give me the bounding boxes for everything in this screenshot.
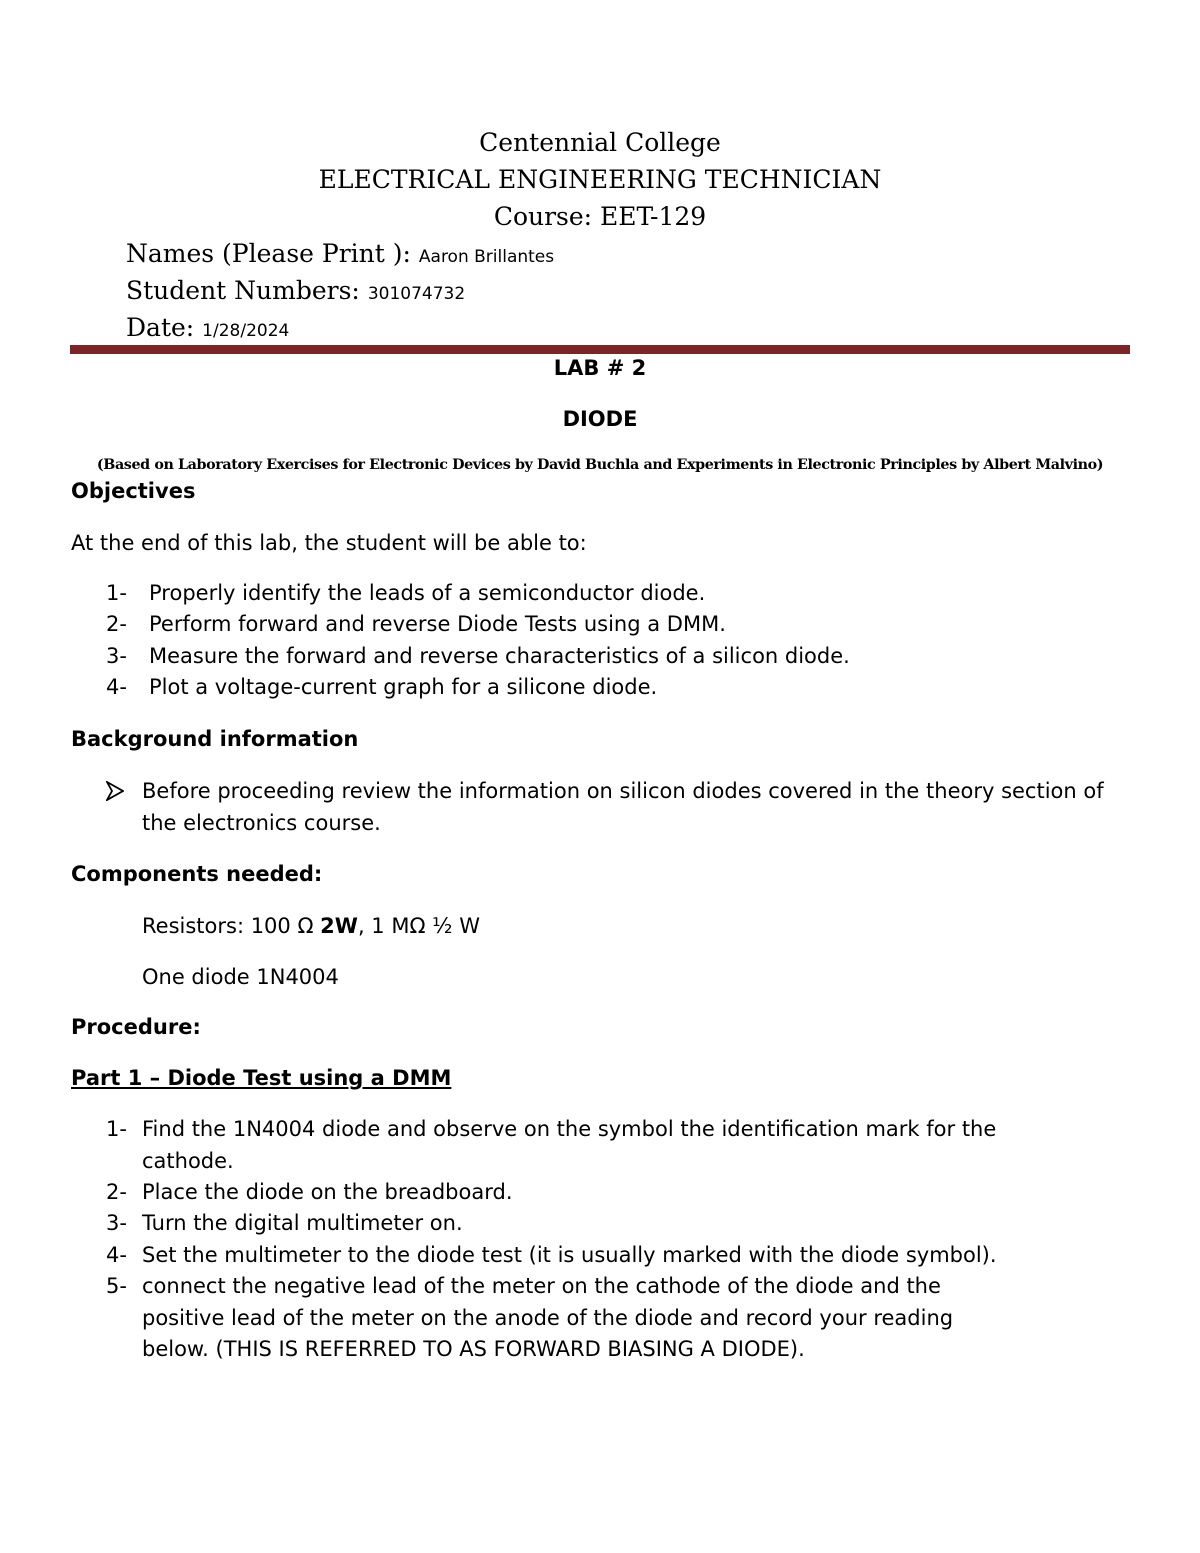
arrow-bullet-icon xyxy=(106,781,124,801)
list-item-text: connect the negative lead of the meter on the cathode of the diode and the xyxy=(142,1274,941,1298)
list-item-text: Perform forward and reverse Diode Tests using a DMM. xyxy=(149,612,726,636)
list-item-text: Properly identify the leads of a semiconductor diode. xyxy=(149,581,706,605)
list-item-text: Find the 1N4004 diode and observe on the symbol the identification mark for the xyxy=(142,1117,997,1141)
student-numbers-value: 301074732 xyxy=(367,284,466,304)
student-numbers-field xyxy=(126,276,465,309)
resistors-line xyxy=(142,913,480,939)
list-item-text: Turn the digital multimeter on. xyxy=(142,1211,463,1235)
list-item-number: 3- xyxy=(106,1211,127,1235)
objectives-intro: At the end of this lab, the student will be able to: xyxy=(71,531,587,555)
list-item-number: 3- xyxy=(106,644,127,668)
course-code: Course: EET-129 xyxy=(493,202,707,231)
list-item-text: Plot a voltage-current graph for a silicone diode. xyxy=(149,675,658,699)
header-divider xyxy=(70,345,1130,354)
student-numbers-label: Student Numbers: xyxy=(126,276,360,305)
date-value: 1/28/2024 xyxy=(202,321,290,341)
list-item-number: 5- xyxy=(106,1274,127,1298)
list-item-text-continued: below. (THIS IS REFERRED TO AS FORWARD BIASING A DIODE). xyxy=(142,1337,805,1361)
diode-line: One diode 1N4004 xyxy=(142,965,339,989)
resistors-suffix: , 1 MΩ ½ W xyxy=(357,914,480,938)
lab-number: LAB # 2 xyxy=(553,356,647,380)
source-citation: (Based on Laboratory Exercises for Electronic Devices by David Buchla and Experiments in Electronic Principles by Albert Malvino) xyxy=(96,457,1104,473)
background-bullet-text: Before proceeding review the information on silicon diodes covered in the theory section of the electronics course. xyxy=(142,779,1104,835)
background-heading: Background information xyxy=(71,727,359,751)
list-item-text-continued: cathode. xyxy=(142,1148,234,1173)
procedure-heading: Procedure: xyxy=(71,1015,201,1039)
list-item-number: 4- xyxy=(106,675,127,699)
names-label: Names (Please Print ): xyxy=(126,239,411,268)
list-item-text: Measure the forward and reverse characteristics of a silicon diode. xyxy=(149,644,850,668)
program-name: ELECTRICAL ENGINEERING TECHNICIAN xyxy=(318,165,882,194)
list-item-number: 2- xyxy=(106,612,127,636)
list-item-number: 4- xyxy=(106,1243,127,1267)
names-field xyxy=(126,239,554,272)
list-item-number: 1- xyxy=(106,581,127,605)
list-item-number: 2- xyxy=(106,1180,127,1204)
date-label: Date: xyxy=(126,313,195,342)
list-item-text: Set the multimeter to the diode test (it is usually marked with the diode symbol). xyxy=(142,1243,997,1267)
lab-title: DIODE xyxy=(562,407,638,431)
list-item-text-continued: positive lead of the meter on the anode of the diode and record your reading xyxy=(142,1305,954,1330)
objectives-heading: Objectives xyxy=(71,479,196,503)
resistors-prefix: Resistors: 100 Ω xyxy=(142,914,321,938)
part1-heading: Part 1 – Diode Test using a DMM xyxy=(71,1066,452,1090)
names-value: Aaron Brillantes xyxy=(418,247,555,267)
date-field xyxy=(126,313,289,346)
components-heading: Components needed: xyxy=(71,862,323,886)
list-item-text: Place the diode on the breadboard. xyxy=(142,1180,513,1204)
institution-name: Centennial College xyxy=(479,128,721,157)
list-item-number: 1- xyxy=(106,1117,127,1141)
resistors-bold: 2W xyxy=(320,914,358,938)
